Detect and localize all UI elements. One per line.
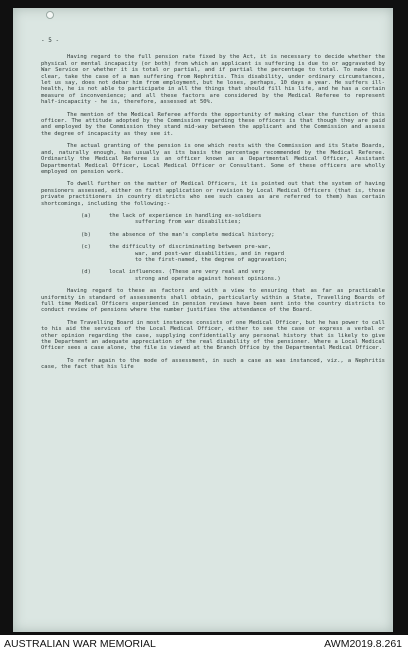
list-item-a xyxy=(81,213,385,226)
paragraph-7: To refer again to the mode of assessment, in such a case as was instanced, viz., a Nephritis case, the fact that his life xyxy=(41,357,385,371)
paragraph-1: Having regard to the full pension rate fixed by the Act, it is necessary to decide whether the physical or mental incapacity (or both) from which an applicant is suffering is due to or aggravated by War Service or whether it is total or partial, and if partial the percentage to total. To make this clear, take the case of a man suffering from Nephritis. This disability, under ordinary circumstances, let us say, does not debar him from employment, but he loses, perhaps, 10 days a year. He suffers ill-health, he is not able to participate in all the things that should fill his life, and he has a certain measure of inconvenience; and all these factors are considered by the Medical Referee to represent half-incapacity - he is, therefore, assessed at 50%. xyxy=(41,54,385,106)
page-number: - 5 - xyxy=(41,37,60,44)
list-line: war, and post-war disabilities, and in regard xyxy=(135,250,285,257)
list-line: the lack of experience in handling ex-soldiers xyxy=(109,212,262,219)
list-line: the difficulty of discriminating between pre-war, xyxy=(109,244,272,251)
paragraph-2: The mention of the Medical Referee affords the opportunity of making clear the function of this officer. The attitude adopted by the Commission regarding these officers is that though they are paid and employed by the Commission they stand mid-way between the applicant and the Commission and assess the degree of incapacity as they see it. xyxy=(41,111,385,137)
list-line: strong and operate against honest opinions.) xyxy=(135,275,281,282)
document-body xyxy=(41,38,385,377)
list-line: to the first-named, the degree of aggravation; xyxy=(135,256,288,263)
list-marker: (b) xyxy=(81,231,91,238)
list-item-c xyxy=(81,244,385,263)
punch-hole xyxy=(46,11,54,19)
list-line: suffering from war disabilities; xyxy=(135,219,241,226)
paragraph-3: The actual granting of the pension is one which rests with the Commission and its State Boards, and, naturally enough, has usually as its basis the percentage recommended by the Medical Referee. Ordinarily the Medical Referee is an officer known as a Departmental Medical Officer, Assistant Departmental Medical Officer, Local Medical Officer or Consultant. Some of these officers are wholly employed on pension work. xyxy=(41,143,385,175)
list-item-d xyxy=(81,269,385,282)
list-item-b xyxy=(81,232,385,238)
document-page xyxy=(13,8,393,632)
list-marker: (d) xyxy=(81,269,91,276)
paragraph-5: Having regard to these as factors and with a view to ensuring that as far as practicable uniformity in standard of assessments shall obtain, particularly within a State, Travelling Boards of full time Medical Officers experienced in pension reviews have been sent into the country districts to conduct review of pensions where the number justifies the attendance of the Board. xyxy=(41,288,385,314)
list-marker: (a) xyxy=(81,212,91,219)
paragraph-4: To dwell further on the matter of Medical Officers, it is pointed out that the system of having pensioners assessed, either on first application or revision by Local Medical Officers (that is, those private practitioners in country districts who see such cases as are referred to them) has certain shortcomings, including the following:- xyxy=(41,181,385,207)
list-line: local influences. (These are very real and very xyxy=(109,269,265,276)
paragraph-6: The Travelling Board in most instances consists of one Medical Officer, but he has power to call to his aid the services of the Local Medical Officer, either to see the case or express a verbal or other opinion regarding the case, supplying confidentially any personal history that is likely to give the Department an adequate appreciation of the real disability of the pensioner. Where a Local Medical Officer sees a case alone, the file is viewed at the Branch Office by the Departmental Medical Officer. xyxy=(41,319,385,352)
footer-accession-number: AWM2019.8.261 xyxy=(324,638,402,650)
footer-institution: AUSTRALIAN WAR MEMORIAL xyxy=(4,638,156,650)
list-marker: (c) xyxy=(81,244,91,251)
list-line: the absence of the man's complete medical history; xyxy=(109,231,275,238)
archive-footer xyxy=(0,635,408,653)
